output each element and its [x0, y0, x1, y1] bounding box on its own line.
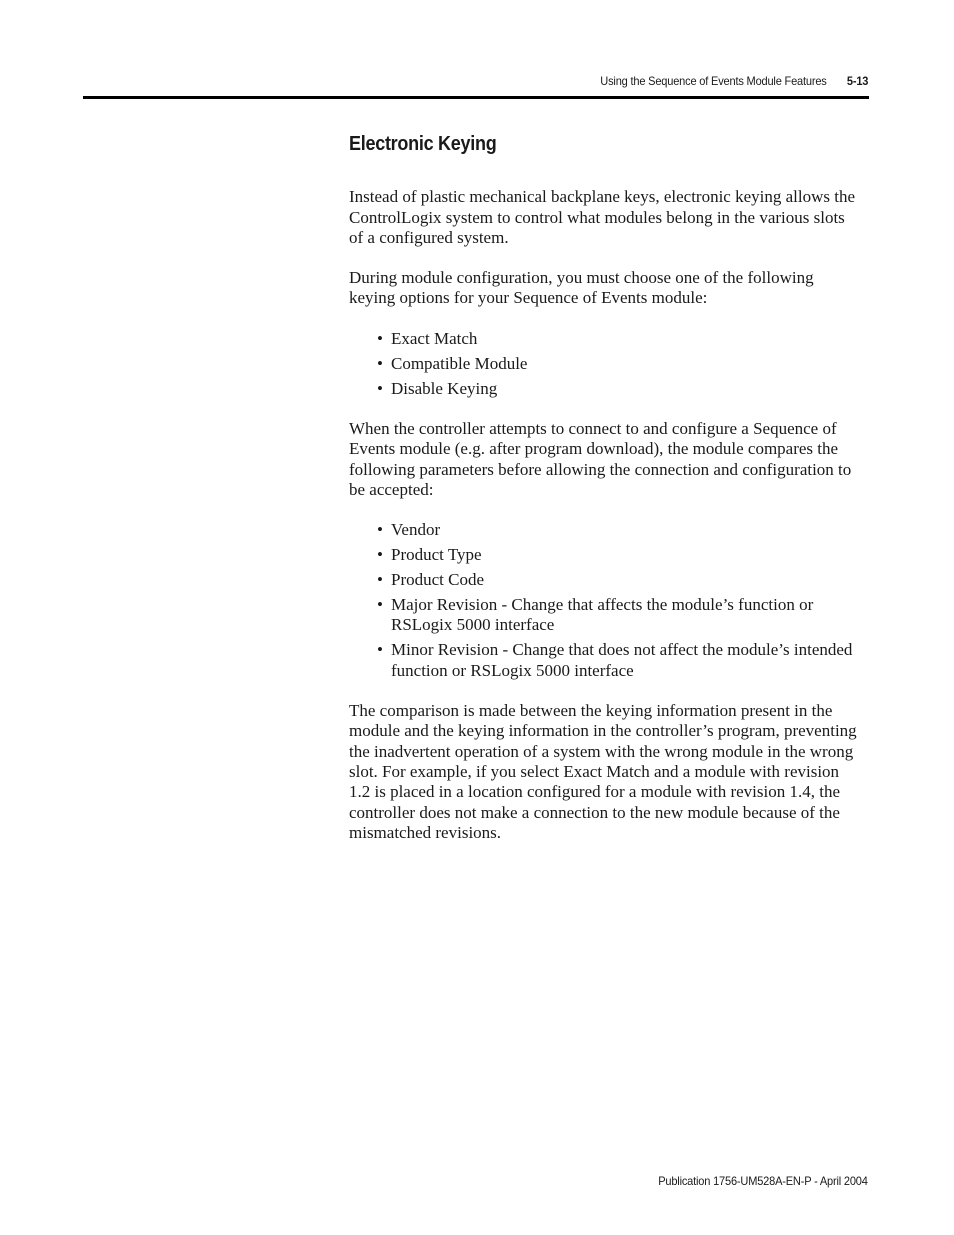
- list-item: • Minor Revision - Change that does not affect the module’s intended function or RSLogix 5000 interface: [377, 640, 859, 681]
- list-item: • Exact Match: [377, 329, 859, 349]
- list-item: • Product Code: [377, 570, 859, 590]
- list-item: • Vendor: [377, 520, 859, 540]
- main-content: [349, 134, 859, 863]
- compared-parameters-list: [349, 520, 859, 681]
- running-header: [600, 74, 868, 88]
- section-heading: Electronic Keying: [349, 133, 497, 155]
- comparison-paragraph: The comparison is made between the keying information present in the module and the keying information in the controller’s program, preventing the inadvertent operation of a system with the wrong module in the wrong slot. For example, if you select Exact Match and a module with revision 1.2 is placed in a location configured for a module with revision 1.4, the controller does not make a connection to the new module because of the mismatched revisions.: [349, 701, 857, 842]
- header-rule: [83, 96, 869, 99]
- header-section-title: Using the Sequence of Events Module Features: [600, 74, 827, 88]
- keying-options-list: [349, 329, 859, 399]
- intro-paragraph: Instead of plastic mechanical backplane keys, electronic keying allows the ControlLogix system to control what modules belong in the various slots of a configured system.: [349, 187, 856, 247]
- list-item: • Major Revision - Change that affects the module’s function or RSLogix 5000 interface: [377, 595, 859, 636]
- connection-paragraph: When the controller attempts to connect to and configure a Sequence of Events module (e.g. after program download), the module compares the following parameters before allowing the connection and configuration to be accepted:: [349, 419, 852, 499]
- configuration-paragraph: During module configuration, you must choose one of the following keying options for your Sequence of Events module:: [349, 268, 814, 308]
- list-item: • Compatible Module: [377, 354, 859, 374]
- list-item: • Product Type: [377, 545, 859, 565]
- list-item: • Disable Keying: [377, 379, 859, 399]
- publication-footer: Publication 1756-UM528A-EN-P - April 2004: [658, 1174, 868, 1188]
- page-number: 5-13: [846, 74, 868, 88]
